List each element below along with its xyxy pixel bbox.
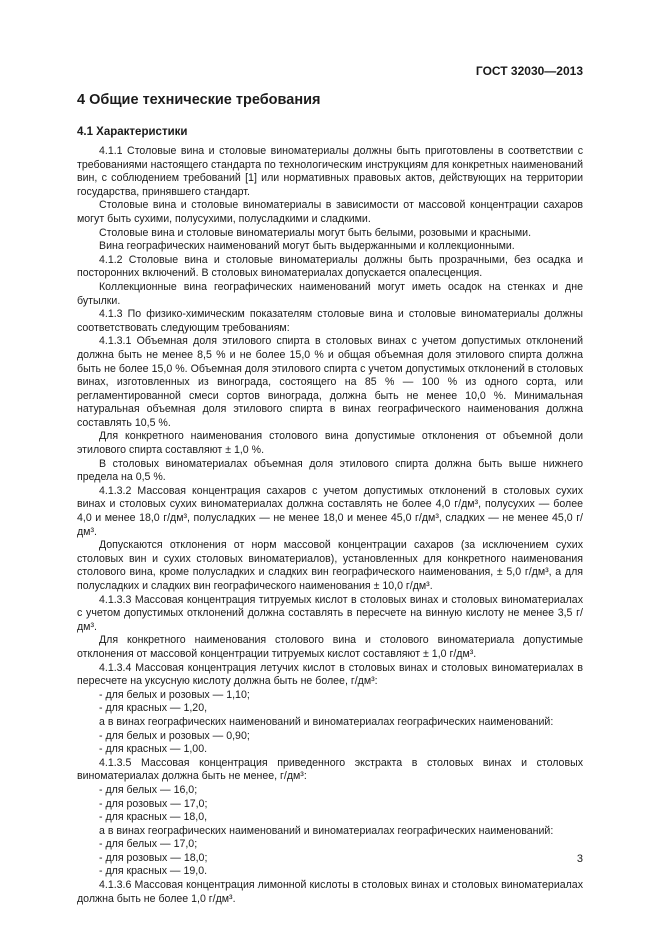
- paragraph: 4.1.3.3 Массовая концентрация титруемых кислот в столовых винах и столовых виноматериалах с учетом допустимых отклонений должна составлять в пересчете на винную кислоту не менее 3,5 г/дм³.: [77, 593, 583, 633]
- list-item: - для красных — 18,0,: [99, 811, 208, 824]
- paragraph: Столовые вина и столовые виноматериалы в зависимости от массовой концентрации сахаров могут быть сухими, полусухими, полусладкими и сладкими.: [77, 199, 583, 225]
- paragraph: 4.1.3.4 Массовая концентрация летучих кислот в столовых винах и столовых виноматериалах в пересчете на уксусную кислоту должна быть не более, г/дм³:: [77, 661, 583, 688]
- list-item: - для белых — 17,0;: [99, 838, 198, 851]
- paragraph: Для конкретного наименования столового вина и столового виноматериала допустимые отклонения от массовой концентрации титруемых кислот составляют ± 1,0 г/дм³.: [77, 634, 583, 660]
- paragraph: Столовые вина и столовые виноматериалы могут быть белыми, розовыми и красными.: [99, 226, 532, 239]
- paragraph: а в винах географических наименований и виноматериалах географических наименований:: [99, 715, 554, 728]
- document-code: ГОСТ 32030—2013: [475, 64, 583, 78]
- paragraph: а в винах географических наименований и виноматериалах географических наименований:: [99, 824, 554, 837]
- list-item: - для розовых — 17,0;: [99, 797, 208, 810]
- list-item: - для розовых — 18,0;: [99, 851, 208, 864]
- list-item: - для красных — 1,20,: [99, 702, 208, 715]
- paragraph: 4.1.3.2 Массовая концентрация сахаров с учетом допустимых отклонений в столовых сухих винах и столовых сухих виноматериалах должна составлять не более 4,0 г/дм³, полусухих — более 4,0 и менее 18,0 г/дм³, полусладких — не менее 18,0 и менее 45,0 г/дм³, сладких — не менее 45,0 г/дм³.: [77, 484, 583, 538]
- paragraph: 4.1.3 По физико-химическим показателям столовые вина и столовые виноматериалы должны соответствовать следующим требованиям:: [77, 308, 583, 334]
- paragraph: Вина географических наименований могут быть выдержанными и коллекционными.: [99, 240, 515, 253]
- list-item: - для красных — 19,0.: [99, 865, 208, 878]
- page-number: 3: [576, 853, 583, 865]
- paragraph: Коллекционные вина географических наименований могут иметь осадок на стенках и дне бутылки.: [77, 280, 583, 307]
- paragraph: 4.1.3.5 Массовая концентрация приведенного экстракта в столовых винах и столовых виноматериалах должна быть не менее, г/дм³:: [77, 756, 583, 783]
- paragraph: В столовых виноматериалах объемная доля этилового спирта должна быть выше нижнего предела на 0,5 %.: [77, 457, 583, 484]
- list-item: - для белых и розовых — 1,10;: [99, 688, 250, 701]
- list-item: - для красных — 1,00.: [99, 743, 208, 756]
- paragraph: Допускаются отклонения от норм массовой концентрации сахаров (за исключением сухих столовых вин и сухих столовых виноматериалов), установленных для конкретного наименования столового вина, кроме полусладких и сладких вин географического наименования, ± 5,0 г/дм³, а для полусладких и сладких вин географического наименования ± 10,0 г/дм³.: [77, 539, 583, 592]
- paragraph: Для конкретного наименования столового вина допустимые отклонения от объемной доли этилового спирта составляют ± 1,0 %.: [77, 430, 583, 457]
- paragraph: 4.1.2 Столовые вина и столовые виноматериалы должны быть прозрачными, без осадка и посторонних включений. В столовых виноматериалах допускается опалесценция.: [77, 253, 583, 280]
- list-item: - для белых и розовых — 0,90;: [99, 729, 250, 742]
- paragraph: 4.1.3.6 Массовая концентрация лимонной кислоты в столовых винах и столовых виноматериалах должна быть не более 1,0 г/дм³.: [77, 879, 583, 905]
- paragraph: 4.1.1 Столовые вина и столовые виноматериалы должны быть приготовлены в соответствии с требованиями настоящего стандарта по технологическим инструкциям для конкретных наименований вин, с соблюдением требований [1] или нормативных правовых актов, действующих на территории государства, принявшего стандарт.: [77, 145, 583, 198]
- paragraph: 4.1.3.1 Объемная доля этилового спирта в столовых винах с учетом допустимых отклонений должна быть не менее 8,5 % и не более 15,0 % и общая объемная доля этилового спирта должна быть не более 15,0 %. Объемная доля этилового спирта с учетом допустимых отклонений в столовых винах, изготовленных из винограда, состоящего на 85 % — 100 % из одного сорта, или регламентированной смеси сортов винограда, должна быть не менее 10,0 %. Минимальная натуральная объемная доля этилового спирта в винах географического наименования должна составлять 10,5 %.: [77, 335, 583, 429]
- document-body: [77, 145, 583, 906]
- section-title: 4 Общие технические требования: [77, 92, 321, 108]
- list-item: - для белых — 16,0;: [99, 783, 198, 796]
- subsection-title: 4.1 Характеристики: [77, 126, 188, 138]
